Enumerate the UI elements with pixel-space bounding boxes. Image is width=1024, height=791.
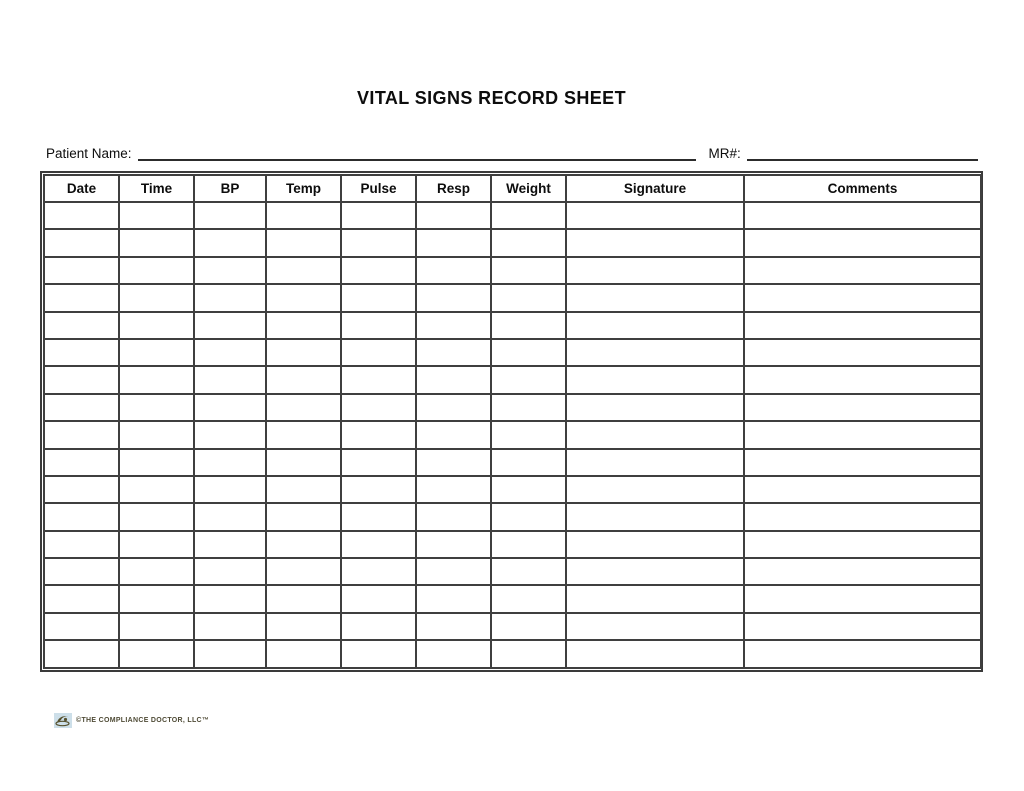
table-row xyxy=(44,421,981,448)
table-cell[interactable] xyxy=(744,229,981,256)
column-header-signature: Signature xyxy=(566,175,744,202)
table-cell[interactable] xyxy=(341,202,416,229)
table-row xyxy=(44,202,981,229)
table-cell[interactable] xyxy=(194,503,266,530)
table-cell[interactable] xyxy=(416,312,491,339)
table-cell[interactable] xyxy=(266,449,341,476)
table-cell[interactable] xyxy=(341,531,416,558)
table-cell[interactable] xyxy=(194,421,266,448)
table-cell[interactable] xyxy=(44,503,119,530)
table-cell[interactable] xyxy=(491,202,566,229)
table-row xyxy=(44,476,981,503)
table-cell[interactable] xyxy=(266,229,341,256)
table-cell[interactable] xyxy=(266,503,341,530)
table-cell[interactable] xyxy=(119,312,194,339)
table-cell[interactable] xyxy=(416,339,491,366)
table-row xyxy=(44,284,981,311)
table-cell[interactable] xyxy=(744,585,981,612)
table-cell[interactable] xyxy=(491,257,566,284)
table-cell[interactable] xyxy=(744,312,981,339)
table-cell[interactable] xyxy=(194,531,266,558)
table-cell[interactable] xyxy=(491,503,566,530)
mr-number-field[interactable] xyxy=(747,146,978,161)
table-cell[interactable] xyxy=(119,503,194,530)
table-cell[interactable] xyxy=(416,394,491,421)
table-cell[interactable] xyxy=(119,284,194,311)
table-cell[interactable] xyxy=(491,613,566,640)
table-cell[interactable] xyxy=(416,366,491,393)
table-cell[interactable] xyxy=(44,476,119,503)
table-cell[interactable] xyxy=(44,585,119,612)
vitals-table-border xyxy=(40,171,983,672)
table-cell[interactable] xyxy=(119,640,194,667)
table-cell[interactable] xyxy=(566,202,744,229)
table-cell[interactable] xyxy=(341,421,416,448)
table-cell[interactable] xyxy=(194,640,266,667)
table-cell[interactable] xyxy=(119,257,194,284)
table-cell[interactable] xyxy=(194,339,266,366)
table-cell[interactable] xyxy=(194,366,266,393)
table-row xyxy=(44,531,981,558)
table-cell[interactable] xyxy=(491,476,566,503)
table-cell[interactable] xyxy=(566,503,744,530)
table-row xyxy=(44,640,981,667)
table-cell[interactable] xyxy=(566,339,744,366)
column-header-date: Date xyxy=(44,175,119,202)
table-cell[interactable] xyxy=(566,558,744,585)
table-cell[interactable] xyxy=(266,476,341,503)
table-cell[interactable] xyxy=(744,257,981,284)
table-cell[interactable] xyxy=(744,366,981,393)
table-cell[interactable] xyxy=(566,394,744,421)
table-cell[interactable] xyxy=(491,449,566,476)
column-header-temp: Temp xyxy=(266,175,341,202)
table-cell[interactable] xyxy=(119,394,194,421)
table-cell[interactable] xyxy=(491,585,566,612)
table-cell[interactable] xyxy=(194,257,266,284)
table-cell[interactable] xyxy=(566,449,744,476)
table-cell[interactable] xyxy=(119,531,194,558)
mr-number-label: MR#: xyxy=(708,146,741,161)
table-cell[interactable] xyxy=(341,257,416,284)
patient-info-line xyxy=(46,144,978,161)
table-cell[interactable] xyxy=(416,585,491,612)
table-cell[interactable] xyxy=(416,613,491,640)
table-cell[interactable] xyxy=(341,503,416,530)
table-cell[interactable] xyxy=(266,585,341,612)
table-cell[interactable] xyxy=(44,312,119,339)
table-cell[interactable] xyxy=(416,229,491,256)
table-cell[interactable] xyxy=(194,312,266,339)
table-cell[interactable] xyxy=(44,449,119,476)
table-cell[interactable] xyxy=(341,229,416,256)
table-cell[interactable] xyxy=(194,476,266,503)
patient-name-field[interactable] xyxy=(138,146,696,161)
table-cell[interactable] xyxy=(341,312,416,339)
table-cell[interactable] xyxy=(44,640,119,667)
table-cell[interactable] xyxy=(44,339,119,366)
table-cell[interactable] xyxy=(119,449,194,476)
table-cell[interactable] xyxy=(44,366,119,393)
column-header-bp: BP xyxy=(194,175,266,202)
table-cell[interactable] xyxy=(491,339,566,366)
table-row xyxy=(44,613,981,640)
table-cell[interactable] xyxy=(416,531,491,558)
table-cell[interactable] xyxy=(416,421,491,448)
table-row xyxy=(44,394,981,421)
table-cell[interactable] xyxy=(266,202,341,229)
column-header-pulse: Pulse xyxy=(341,175,416,202)
table-cell[interactable] xyxy=(266,394,341,421)
table-cell[interactable] xyxy=(744,503,981,530)
table-cell[interactable] xyxy=(491,366,566,393)
table-cell[interactable] xyxy=(416,558,491,585)
page-title: VITAL SIGNS RECORD SHEET xyxy=(357,88,626,108)
table-cell[interactable] xyxy=(744,476,981,503)
table-cell[interactable] xyxy=(266,558,341,585)
table-row xyxy=(44,366,981,393)
table-cell[interactable] xyxy=(416,476,491,503)
table-cell[interactable] xyxy=(194,229,266,256)
table-cell[interactable] xyxy=(744,558,981,585)
table-cell[interactable] xyxy=(341,640,416,667)
vitals-table xyxy=(43,174,982,669)
table-cell[interactable] xyxy=(266,366,341,393)
table-cell[interactable] xyxy=(566,257,744,284)
table-cell[interactable] xyxy=(416,202,491,229)
table-cell[interactable] xyxy=(416,449,491,476)
table-cell[interactable] xyxy=(194,284,266,311)
table-cell[interactable] xyxy=(341,585,416,612)
table-cell[interactable] xyxy=(341,558,416,585)
table-cell[interactable] xyxy=(566,640,744,667)
table-cell[interactable] xyxy=(341,476,416,503)
table-cell[interactable] xyxy=(119,613,194,640)
table-cell[interactable] xyxy=(119,202,194,229)
table-cell[interactable] xyxy=(44,229,119,256)
table-cell[interactable] xyxy=(744,531,981,558)
table-cell[interactable] xyxy=(491,394,566,421)
table-row xyxy=(44,585,981,612)
column-header-time: Time xyxy=(119,175,194,202)
table-cell[interactable] xyxy=(44,531,119,558)
table-cell[interactable] xyxy=(744,421,981,448)
table-row xyxy=(44,503,981,530)
table-cell[interactable] xyxy=(119,585,194,612)
table-cell[interactable] xyxy=(416,257,491,284)
table-cell[interactable] xyxy=(44,421,119,448)
table-cell[interactable] xyxy=(744,284,981,311)
column-header-resp: Resp xyxy=(416,175,491,202)
table-cell[interactable] xyxy=(566,531,744,558)
table-cell[interactable] xyxy=(44,257,119,284)
copyright-text: ©THE COMPLIANCE DOCTOR, LLC™ xyxy=(76,717,210,724)
table-row xyxy=(44,449,981,476)
table-cell[interactable] xyxy=(266,339,341,366)
compliance-doctor-logo-icon xyxy=(54,713,72,728)
table-cell[interactable] xyxy=(341,284,416,311)
table-cell[interactable] xyxy=(566,585,744,612)
table-cell[interactable] xyxy=(44,394,119,421)
table-cell[interactable] xyxy=(194,449,266,476)
table-cell[interactable] xyxy=(194,394,266,421)
table-cell[interactable] xyxy=(194,585,266,612)
table-cell[interactable] xyxy=(44,284,119,311)
table-cell[interactable] xyxy=(119,229,194,256)
table-cell[interactable] xyxy=(566,312,744,339)
table-cell[interactable] xyxy=(744,394,981,421)
table-cell[interactable] xyxy=(44,613,119,640)
table-cell[interactable] xyxy=(44,202,119,229)
table-cell[interactable] xyxy=(566,366,744,393)
table-cell[interactable] xyxy=(266,284,341,311)
table-row xyxy=(44,339,981,366)
table-cell[interactable] xyxy=(341,394,416,421)
table-cell[interactable] xyxy=(744,449,981,476)
column-header-weight: Weight xyxy=(491,175,566,202)
table-cell[interactable] xyxy=(119,339,194,366)
table-cell[interactable] xyxy=(266,312,341,339)
footer xyxy=(54,713,209,728)
column-header-comments: Comments xyxy=(744,175,981,202)
table-cell[interactable] xyxy=(266,257,341,284)
table-cell[interactable] xyxy=(491,312,566,339)
table-cell[interactable] xyxy=(566,613,744,640)
table-cell[interactable] xyxy=(416,640,491,667)
table-cell[interactable] xyxy=(44,558,119,585)
table-cell[interactable] xyxy=(416,503,491,530)
table-cell[interactable] xyxy=(491,531,566,558)
table-cell[interactable] xyxy=(566,421,744,448)
table-cell[interactable] xyxy=(744,613,981,640)
table-row xyxy=(44,229,981,256)
table-cell[interactable] xyxy=(566,229,744,256)
table-row xyxy=(44,558,981,585)
table-row xyxy=(44,257,981,284)
table-cell[interactable] xyxy=(566,284,744,311)
table-cell[interactable] xyxy=(491,421,566,448)
table-cell[interactable] xyxy=(119,476,194,503)
table-cell[interactable] xyxy=(341,339,416,366)
patient-name-label: Patient Name: xyxy=(46,146,132,161)
table-cell[interactable] xyxy=(491,640,566,667)
table-cell[interactable] xyxy=(119,558,194,585)
table-cell[interactable] xyxy=(194,558,266,585)
table-cell[interactable] xyxy=(566,476,744,503)
table-cell[interactable] xyxy=(491,229,566,256)
table-cell[interactable] xyxy=(491,558,566,585)
table-cell[interactable] xyxy=(744,640,981,667)
table-cell[interactable] xyxy=(341,366,416,393)
table-cell[interactable] xyxy=(194,613,266,640)
table-cell[interactable] xyxy=(744,339,981,366)
table-cell[interactable] xyxy=(266,531,341,558)
table-cell[interactable] xyxy=(266,421,341,448)
table-cell[interactable] xyxy=(119,421,194,448)
table-cell[interactable] xyxy=(341,449,416,476)
table-cell[interactable] xyxy=(119,366,194,393)
table-cell[interactable] xyxy=(491,284,566,311)
table-header-row xyxy=(44,175,981,202)
table-cell[interactable] xyxy=(266,640,341,667)
table-cell[interactable] xyxy=(744,202,981,229)
table-cell[interactable] xyxy=(416,284,491,311)
table-row xyxy=(44,312,981,339)
table-cell[interactable] xyxy=(194,202,266,229)
table-cell[interactable] xyxy=(266,613,341,640)
table-cell[interactable] xyxy=(341,613,416,640)
